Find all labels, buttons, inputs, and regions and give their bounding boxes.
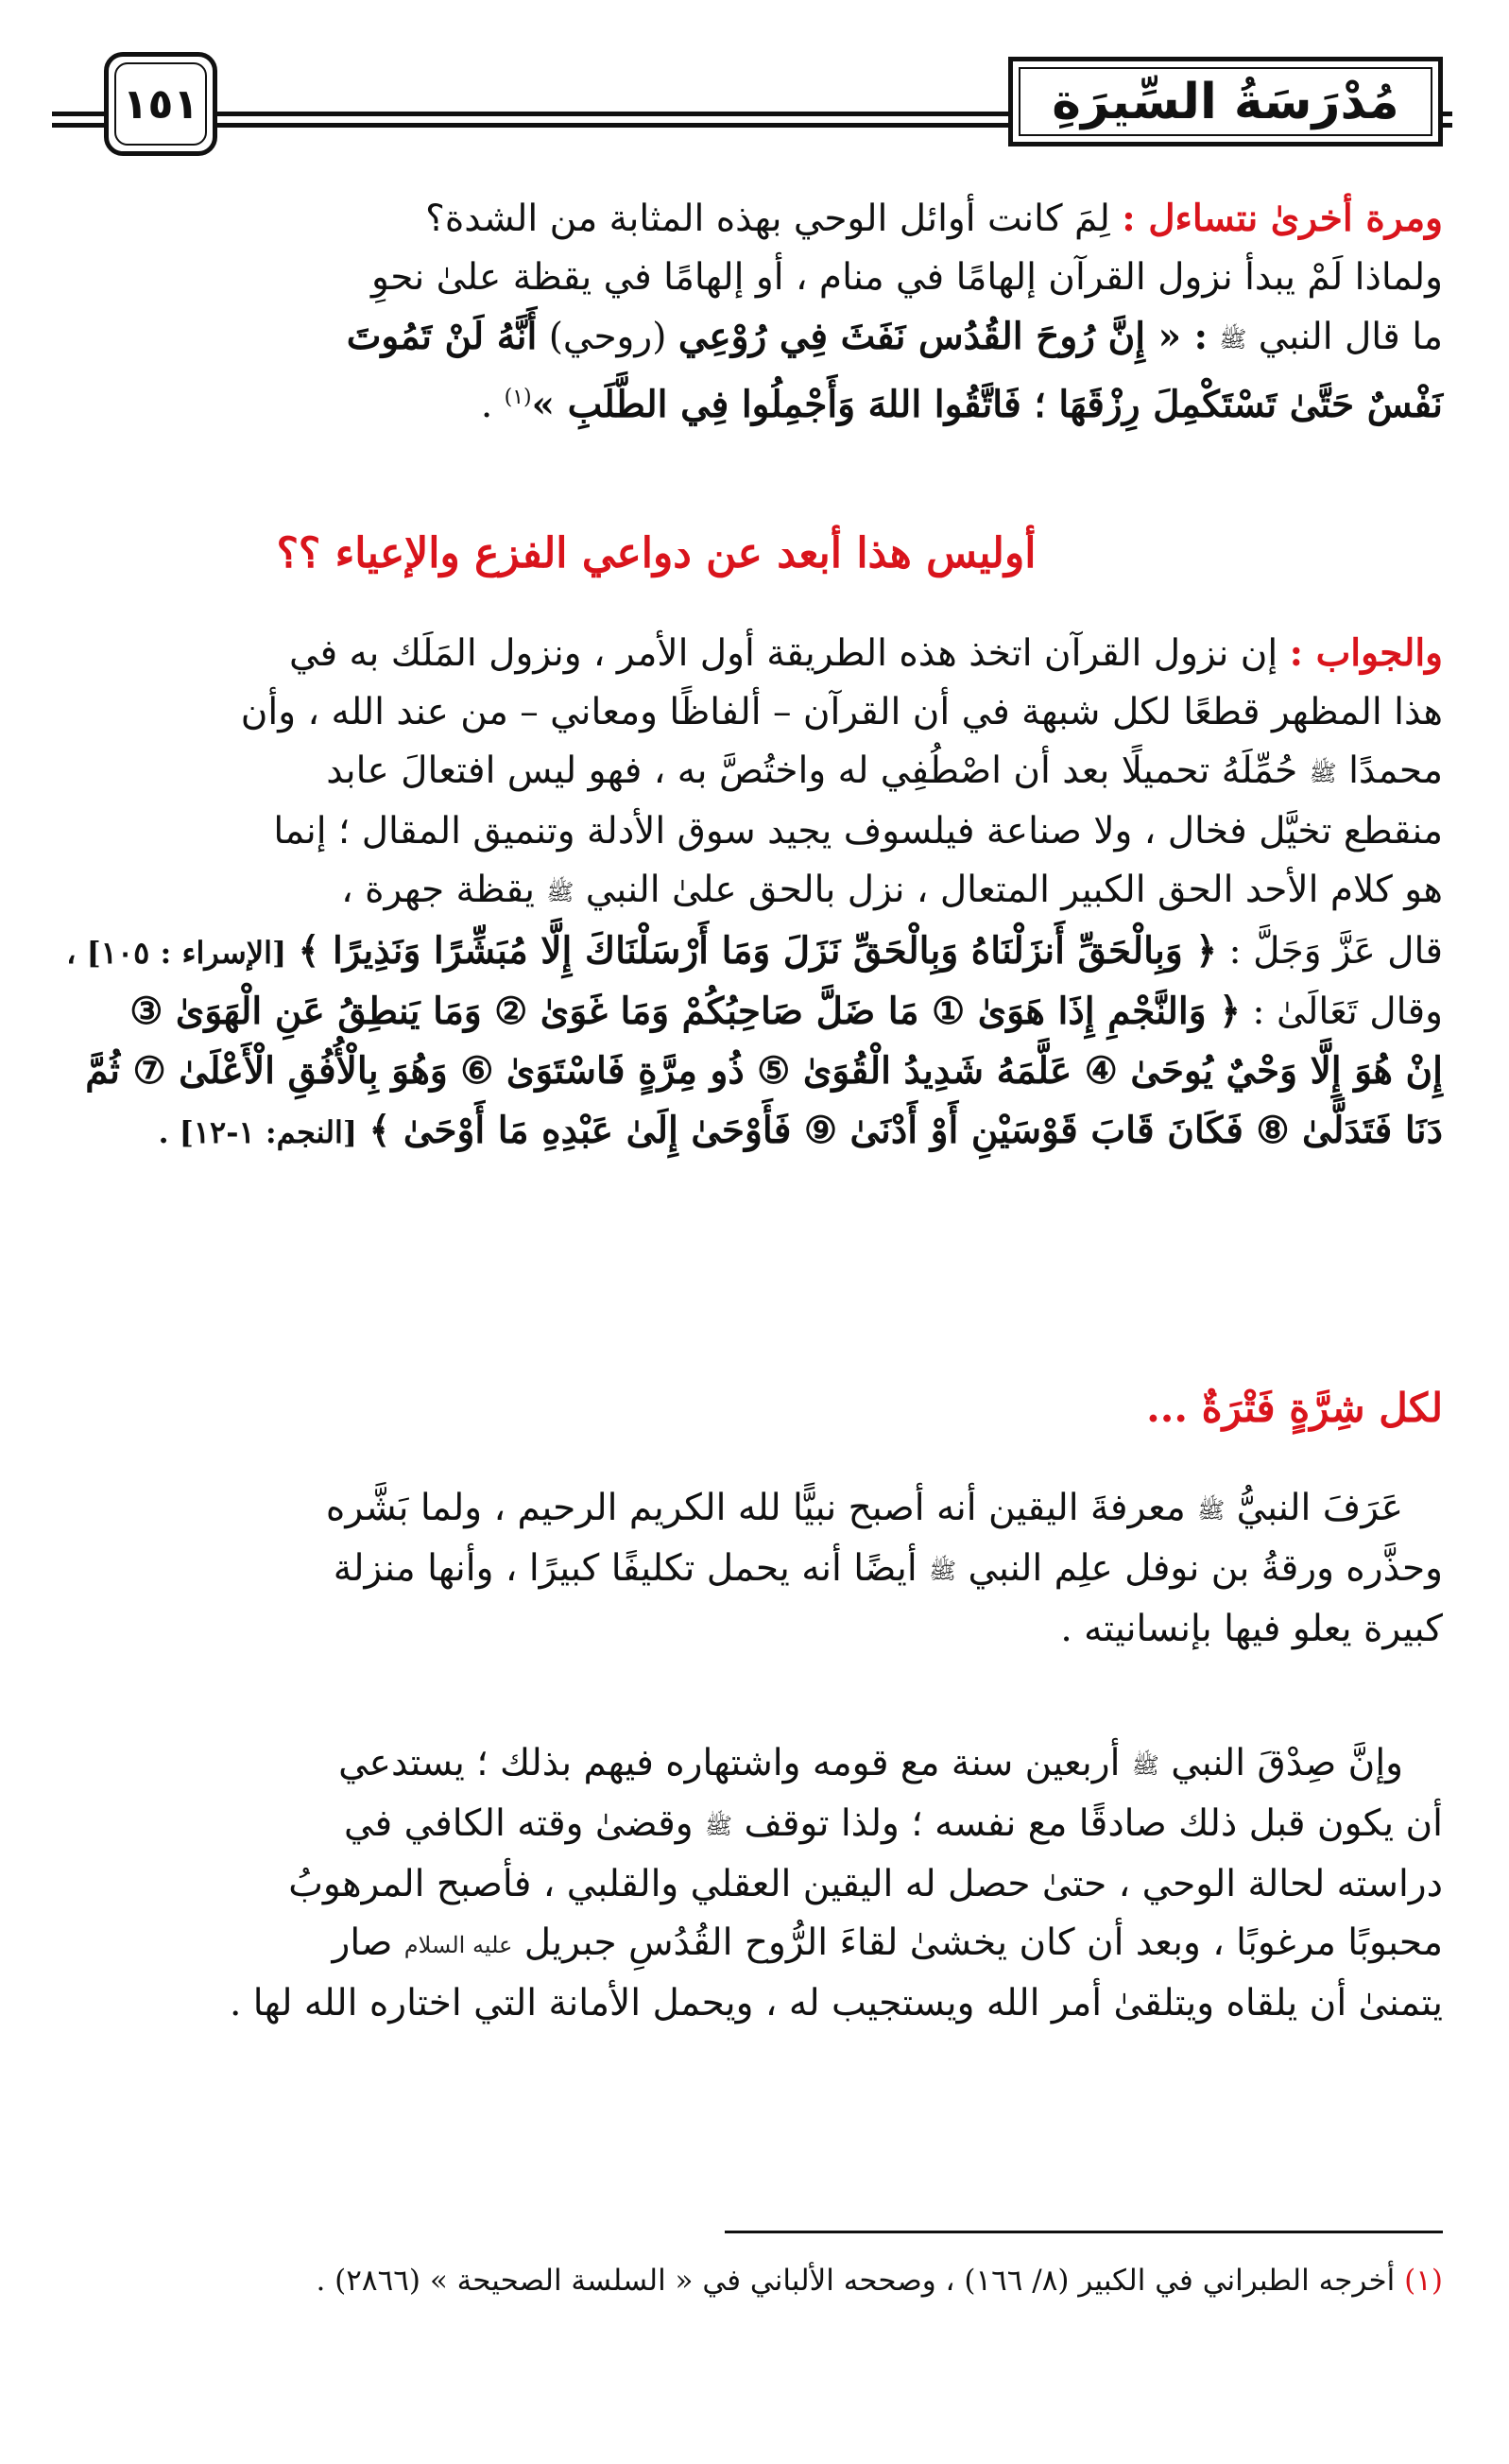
text-line [59, 1479, 1443, 1540]
line-text: دراسته لحالة الوحي ، حتىٰ حصل له اليقين العقلي والقلبي ، فأصبح المرهوبُ [288, 1863, 1443, 1905]
text-line [59, 1600, 1443, 1659]
line-text: منقطع تخيَّل فخال ، ولا صناعة فيلسوف يجيد سوق الأدلة وتنميق المقال ؛ إنما [273, 810, 1443, 853]
section-truthfulness [59, 1734, 1443, 2033]
question-label: ومرة أخرىٰ نتساءل : [1122, 197, 1443, 240]
text-line [59, 922, 1443, 982]
line-text: ما قال النبي [1258, 316, 1443, 358]
text-line [59, 802, 1443, 861]
salla-honorific: ﷺ [1309, 760, 1337, 786]
line-text: عَرَفَ النبيُّ [1236, 1487, 1403, 1529]
verse-citation: [الإسراء : ١٠٥] ، [66, 935, 287, 971]
line-text: حُمِّلَهُ تحميلًا بعد أن اصْطُفِي له واختُصَّ به ، فهو ليس افتعالَ عابد [326, 750, 1298, 792]
section-knowledge [59, 1479, 1443, 1659]
section-question [59, 189, 1443, 435]
salam-honorific: عليه السلام [403, 1932, 513, 1958]
footnote-text: أخرجه الطبراني في الكبير (٨/ ١٦٦) ، وصححه الألباني في « السلسة الصحيحة » (٢٨٦٦) . [316, 2264, 1396, 2298]
text-line [59, 1795, 1443, 1855]
footnote-separator [725, 2231, 1443, 2233]
page-number-badge [104, 52, 217, 156]
text-line [59, 683, 1443, 742]
book-title-banner [1008, 57, 1443, 146]
text-line [59, 861, 1443, 922]
line-text: وإنَّ صِدْقَ النبي [1171, 1742, 1403, 1784]
quran-verse: دَنَا فَتَدَلَّىٰ ⑧ فَكَانَ قَابَ قَوْسَيْنِ أَوْ أَدْنَىٰ ⑨ فَأَوْحَىٰ إِلَىٰ عَبْدِهِ مَا أَوْحَىٰ ﴾ [369, 1109, 1443, 1152]
salla-honorific: ﷺ [1197, 1497, 1226, 1524]
line-text: أيضًا أنه يحمل تكليفًا كبيرًا ، وأنها منزلة [333, 1547, 917, 1590]
heading-fatra: لكل شِرَّةٍ فَتْرَةٌ ... [1146, 1385, 1443, 1431]
text-line [59, 1540, 1443, 1600]
footnote-number: (١) [1404, 2264, 1443, 2298]
text-line [59, 1914, 1443, 1974]
line-text: معرفةَ اليقين أنه أصبح نبيًّا لله الكريم الرحيم ، ولما بَشَّره [325, 1487, 1186, 1529]
line-text: صار [332, 1921, 393, 1964]
hadith-text: نَفْسٌ حَتَّىٰ تَسْتَكْمِلَ رِزْقَهَا ؛ فَاتَّقُوا اللهَ وَأَجْمِلُوا فِي الطَّلَبِ » [531, 383, 1443, 426]
line-text: قال عَزَّ وَجَلَّ : [1228, 930, 1443, 973]
text-line [59, 624, 1443, 683]
text-line [59, 189, 1443, 249]
line-text: هذا المظهر قطعًا لكل شبهة في أن القرآن – ألفاظًا ومعاني – من عند الله ، وأن [240, 691, 1443, 733]
answer-label: والجواب : [1289, 631, 1443, 675]
line-text: وقال تَعَالَىٰ : [1252, 991, 1443, 1033]
quran-verse: إِنْ هُوَ إِلَّا وَحْيٌ يُوحَىٰ ④ عَلَّمَهُ شَدِيدُ الْقُوَىٰ ⑤ ذُو مِرَّةٍ فَاسْتَوَىٰ ⑥ وَهُوَ بِالْأُفُقِ الْأَعْلَىٰ ⑦ ثُمَّ [85, 1049, 1443, 1093]
line-text: يقظة جهرة ، [341, 869, 535, 911]
salla-honorific: ﷺ [1219, 326, 1247, 353]
hadith-text: : « إِنَّ رُوحَ القُدُس نَفَثَ فِي رُوْعِي [677, 315, 1208, 358]
text-line [59, 1101, 1443, 1162]
heading-question: أوليس هذا أبعد عن دواعي الفزع والإعياء ؟؟ [276, 529, 1037, 577]
section-answer [59, 624, 1443, 1162]
text-line [59, 1042, 1443, 1101]
quran-verse: ﴿ وَبِالْحَقِّ أَنزَلْنَاهُ وَبِالْحَقِّ نَزَلَ وَمَا أَرْسَلْنَاكَ إِلَّا مُبَشِّرًا وَنَذِيرًا ﴾ [298, 929, 1218, 973]
footnote-ref: (١) [504, 386, 532, 409]
text-line [59, 1974, 1443, 2033]
line-text: . [480, 384, 493, 426]
line-text: هو كلام الأحد الحق الكبير المتعال ، نزل بالحق علىٰ النبي [585, 869, 1443, 911]
footnote [59, 2264, 1443, 2298]
line-text: محمدًا [1348, 750, 1443, 792]
quran-verse: ﴿ وَالنَّجْمِ إِذَا هَوَىٰ ① مَا ضَلَّ صَاحِبُكُمْ وَمَا غَوَىٰ ② وَمَا يَنطِقُ عَنِ الْهَوَىٰ ③ [129, 990, 1242, 1033]
text-line [59, 982, 1443, 1042]
text-line [59, 249, 1443, 307]
line-text: يتمنىٰ أن يلقاه ويتلقىٰ أمر الله ويستجيب له ، ويحمل الأمانة التي اختاره الله لها . [229, 1982, 1443, 2025]
hadith-text: أَنَّهُ لَنْ تَمُوتَ [346, 315, 538, 358]
text-line [59, 742, 1443, 802]
line-text: كبيرة يعلو فيها بإنسانيته . [1060, 1608, 1443, 1650]
line-text: لِمَ كانت أوائل الوحي بهذه المثابة من الشدة؟ [425, 198, 1110, 240]
text-line [59, 1855, 1443, 1914]
line-text: وقضىٰ وقته الكافي في [344, 1802, 694, 1845]
line-text: ولماذا لَمْ يبدأ نزول القرآن إلهامًا في منام ، أو إلهامًا في يقظة علىٰ نحوِ [371, 256, 1443, 299]
book-title: مُدْرَسَةُ السِّيرَةِ [1052, 73, 1399, 130]
page-number: ١٥١ [122, 79, 199, 129]
text-line [59, 1734, 1443, 1795]
line-text: إن نزول القرآن اتخذ هذه الطريقة أول الأمر ، ونزول المَلَك به في [289, 632, 1278, 675]
salla-honorific: ﷺ [1131, 1752, 1159, 1779]
line-text: أربعين سنة مع قومه واشتهاره فيهم بذلك ؛ يستدعي [338, 1742, 1121, 1784]
salla-honorific: ﷺ [546, 879, 574, 905]
salla-honorific: ﷺ [705, 1813, 733, 1839]
salla-honorific: ﷺ [929, 1558, 957, 1584]
text-line [59, 307, 1443, 369]
text-line [59, 369, 1443, 435]
verse-citation: [النجم: ١-١٢] . [158, 1114, 358, 1150]
line-text: وحذَّره ورقةُ بن نوفل علِم النبي [968, 1547, 1443, 1590]
line-text: أن يكون قبل ذلك صادقًا مع نفسه ؛ ولذا توقف [744, 1802, 1443, 1845]
gloss-text: (روحي) [548, 316, 667, 358]
line-text: محبوبًا مرغوبًا ، وبعد أن كان يخشىٰ لقاءَ الرُّوح القُدُسِ جبريل [523, 1921, 1443, 1964]
